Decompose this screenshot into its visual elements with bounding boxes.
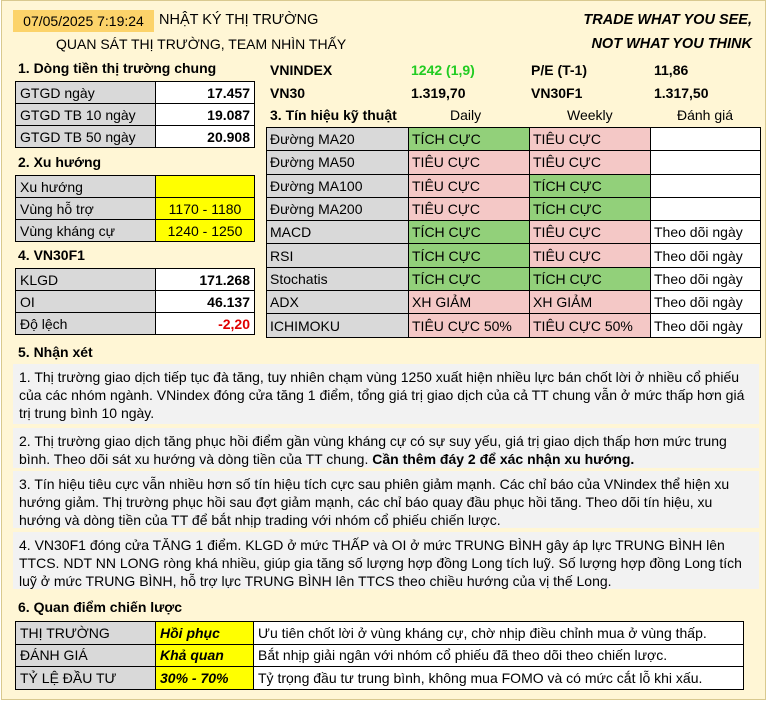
signal-eval: Theo dõi ngày (651, 291, 761, 314)
vn30f1-table (15, 268, 255, 335)
slogan-line-1: TRADE WHAT YOU SEE, (583, 12, 752, 28)
section-3-title: 3. Tín hiệu kỹ thuật (270, 107, 397, 123)
row-text: Bắt nhịp giải ngân với nhóm cổ phiếu đã theo dõi theo chiến lược. (254, 644, 744, 667)
signal-row (267, 244, 761, 267)
note-2-text: 2. Thị trường giao dịch tăng phục hồi điểm gần vùng kháng cự có sự suy yếu, giá trị giao dịch thấp hơn mức trung bình. Theo dõi sát xu hướng và dòng tiền của TT chung. (19, 433, 727, 467)
table-row (16, 313, 255, 335)
section-1-title: 1. Dòng tiền thị trường chung (18, 60, 217, 76)
row-value (156, 176, 255, 198)
signal-name: MACD (267, 221, 409, 244)
section-2-title: 2. Xu hướng (18, 154, 102, 170)
table-row (16, 622, 744, 645)
col-eval-header: Đánh giá (677, 107, 734, 123)
row-tag: 30% - 70% (156, 667, 254, 690)
signal-daily: TÍCH CỰC (409, 244, 530, 267)
row-label: TỶ LỆ ĐẦU TƯ (16, 667, 156, 690)
section-4-title: 4. VN30F1 (18, 247, 85, 263)
signal-eval (651, 197, 761, 220)
note-4: 4. VN30F1 đóng cửa TĂNG 1 điểm. KLGD ở mức THẤP và OI ở mức TRUNG BÌNH gây áp lực TRUNG BÌNH lên TTCS. NDT NN LONG ròng khá nhiều, giúp gia tăng số lượng hợp đồng Long tích luỹ. Số lượng hợp đồng Long tích luỹ ở mức TRUNG BÌNH, hỗ trợ lực TRUNG BÌNH lên TTCS theo chiều hướng của vị thế Long. (13, 532, 759, 589)
row-label: OI (16, 291, 156, 313)
table-row (16, 126, 255, 148)
vn30-value: 1.319,70 (411, 85, 466, 101)
vnindex-label: VNINDEX (270, 62, 333, 78)
signal-weekly: TIÊU CỰC 50% (530, 314, 651, 337)
signal-daily: TIÊU CỰC (409, 174, 530, 197)
signal-name: Đường MA100 (267, 174, 409, 197)
signal-name: Stochatis (267, 267, 409, 290)
table-row (16, 644, 744, 667)
technical-signals-table (266, 127, 761, 338)
row-value: 1170 - 1180 (156, 198, 255, 220)
note-2-emphasis: Cần thêm đáy 2 để xác nhận xu hướng. (372, 451, 635, 467)
signal-weekly: TIÊU CỰC (530, 151, 651, 174)
row-value: -2,20 (156, 313, 255, 335)
note-2 (13, 428, 759, 468)
signal-weekly: TIÊU CỰC (530, 128, 651, 151)
signal-row (267, 314, 761, 337)
signal-daily: XH GIẢM (409, 291, 530, 314)
vn30-label: VN30 (270, 85, 306, 101)
signal-eval (651, 151, 761, 174)
vn30f1-label: VN30F1 (531, 85, 583, 101)
col-daily-header: Daily (450, 107, 482, 123)
trend-table (15, 175, 255, 242)
signal-eval: Theo dõi ngày (651, 221, 761, 244)
row-label: KLGD (16, 269, 156, 291)
signal-name: RSI (267, 244, 409, 267)
signal-eval (651, 174, 761, 197)
money-flow-table (15, 81, 255, 148)
row-label: GTGD TB 50 ngày (16, 126, 156, 148)
row-text: Ưu tiên chốt lời ở vùng kháng cự, chờ nhịp điều chỉnh mua ở vùng thấp. (254, 622, 744, 645)
signal-name: ADX (267, 291, 409, 314)
note-3: 3. Tín hiệu tiêu cực vẫn nhiều hơn số tín hiệu tích cực sau phiên giảm mạnh. Các chỉ báo của VNindex thể hiện xu hướng giảm. Thị trường phục hồi sau đợt giảm mạnh, các chỉ báo quay đầu phục hồi tăng. Theo dõi tín hiệu, xu hướng và dòng tiền của TT để bắt nhịp trading với nhóm cổ phiếu chiến lược. (13, 471, 759, 528)
signal-weekly: TÍCH CỰC (530, 174, 651, 197)
row-label: Vùng hỗ trợ (16, 198, 156, 220)
signal-eval: Theo dõi ngày (651, 267, 761, 290)
signal-eval (651, 128, 761, 151)
row-label: GTGD ngày (16, 82, 156, 104)
row-value: 19.087 (156, 104, 255, 126)
signal-daily: TIÊU CỰC (409, 197, 530, 220)
row-value: 46.137 (156, 291, 255, 313)
row-text: Tỷ trọng đầu tư trung bình, không mua FOMO và có mức cắt lỗ khi xấu. (254, 667, 744, 690)
signal-name: Đường MA50 (267, 151, 409, 174)
pe-label: P/E (T-1) (531, 62, 588, 78)
table-row (16, 104, 255, 126)
signal-eval: Theo dõi ngày (651, 314, 761, 337)
vn30f1-value: 1.317,50 (654, 85, 709, 101)
market-journal (1, 0, 766, 700)
table-row (16, 269, 255, 291)
note-1: 1. Thị trường giao dịch tiếp tục đà tăng, tuy nhiên chạm vùng 1250 xuất hiện nhiều lực bán chốt lời ở nhiều cổ phiếu của các nhóm ngành. VNindex đóng cửa tăng 1 điểm, tổng giá trị giao dịch của cả TT chung vẫn ở mức thấp hơn giá trị trung bình 10 ngày. (13, 364, 759, 424)
signal-row (267, 267, 761, 290)
table-row (16, 220, 255, 242)
row-value: 20.908 (156, 126, 255, 148)
signal-name: ICHIMOKU (267, 314, 409, 337)
table-row (16, 82, 255, 104)
signal-weekly: TÍCH CỰC (530, 267, 651, 290)
signal-weekly: XH GIẢM (530, 291, 651, 314)
pe-value: 11,86 (654, 62, 689, 78)
row-label: GTGD TB 10 ngày (16, 104, 156, 126)
page-subtitle: QUAN SÁT THỊ TRƯỜNG, TEAM NHÌN THẤY (56, 36, 347, 52)
row-value: 171.268 (156, 269, 255, 291)
table-row (16, 667, 744, 690)
row-label: THỊ TRƯỜNG (16, 622, 156, 645)
signal-daily: TÍCH CỰC (409, 128, 530, 151)
vnindex-value: 1242 (1,9) (411, 62, 475, 78)
row-value: 17.457 (156, 82, 255, 104)
signal-daily: TIÊU CỰC 50% (409, 314, 530, 337)
signal-weekly: TÍCH CỰC (530, 197, 651, 220)
signal-name: Đường MA20 (267, 128, 409, 151)
signal-row (267, 128, 761, 151)
row-value: 1240 - 1250 (156, 220, 255, 242)
signal-name: Đường MA200 (267, 197, 409, 220)
strategy-table (15, 621, 744, 690)
signal-daily: TÍCH CỰC (409, 221, 530, 244)
table-row (16, 291, 255, 313)
row-tag: Hồi phục (156, 622, 254, 645)
section-5-title: 5. Nhận xét (18, 344, 93, 360)
col-weekly-header: Weekly (567, 107, 613, 123)
row-label: Độ lệch (16, 313, 156, 335)
section-6-title: 6. Quan điểm chiến lược (18, 599, 183, 615)
signal-daily: TÍCH CỰC (409, 267, 530, 290)
signal-row (267, 151, 761, 174)
signal-weekly: TIÊU CỰC (530, 244, 651, 267)
row-label: Vùng kháng cự (16, 220, 156, 242)
signal-row (267, 221, 761, 244)
row-tag: Khả quan (156, 644, 254, 667)
datetime-badge: 07/05/2025 7:19:24 (13, 10, 154, 32)
page-title: NHẬT KÝ THỊ TRƯỜNG (159, 12, 319, 28)
signal-row (267, 197, 761, 220)
row-label: Xu hướng (16, 176, 156, 198)
signal-row (267, 291, 761, 314)
table-row (16, 198, 255, 220)
table-row (16, 176, 255, 198)
signal-weekly: TIÊU CỰC (530, 221, 651, 244)
signal-daily: TIÊU CỰC (409, 151, 530, 174)
signal-eval: Theo dõi ngày (651, 244, 761, 267)
signal-row (267, 174, 761, 197)
slogan-line-2: NOT WHAT YOU THINK (591, 36, 752, 52)
row-label: ĐÁNH GIÁ (16, 644, 156, 667)
